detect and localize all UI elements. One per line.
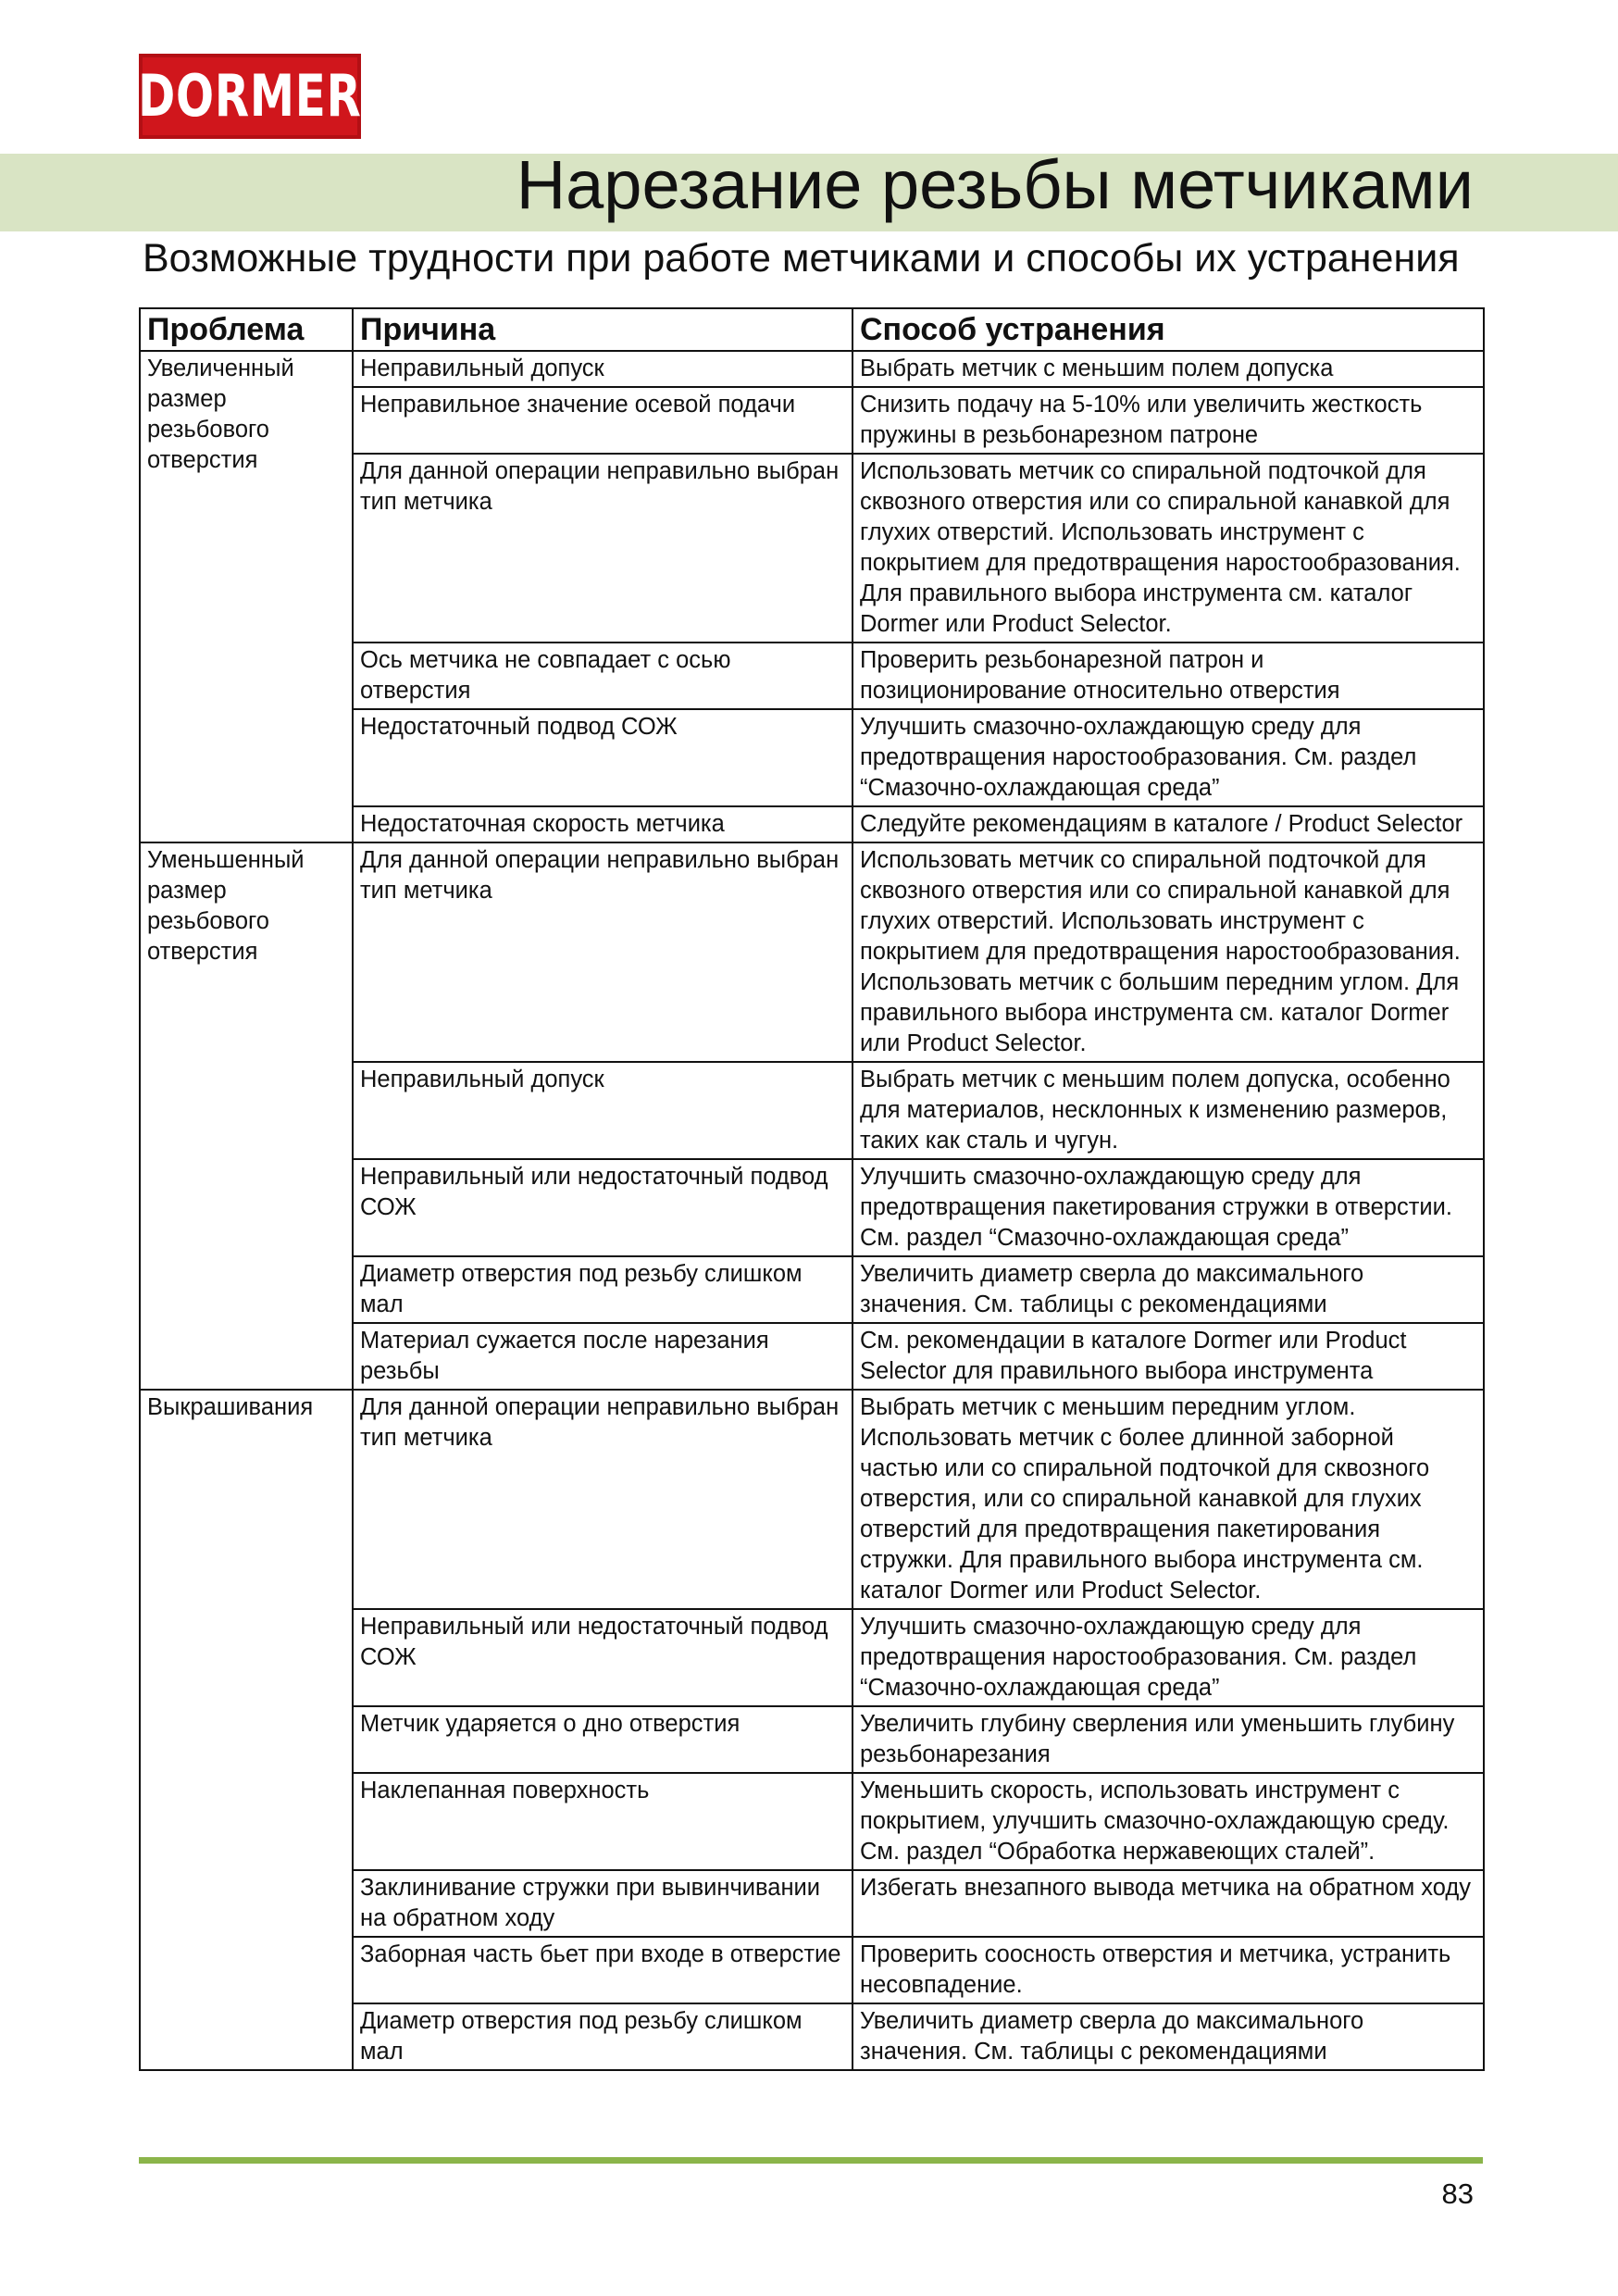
remedy-cell: Проверить резьбонарезной патрон и позиционирование относительно отверстия [853,643,1484,709]
remedy-cell: Улучшить смазочно-охлаждающую среду для предотвращения наростообразования. См. раздел “Смазочно-охлаждающая среда” [853,709,1484,806]
problem-cell: Увеличенный размер резьбового отверстия [140,351,353,842]
cause-cell: Диаметр отверстия под резьбу слишком мал [353,2003,853,2070]
remedy-cell: Выбрать метчик с меньшим передним углом. Использовать метчик с более длинной заборной частью или со спиральной подточкой для сквозного отверстия, или со спиральной канавкой для глухих отверстий для предотвращения пакетирования стружки. Для правильного выбора инструмента см. каталог Dormer или Product Selector. [853,1390,1484,1609]
remedy-cell: Увеличить диаметр сверла до максимального значения. См. таблицы с рекомендациями [853,2003,1484,2070]
page-number: 83 [1441,2177,1474,2210]
cause-cell: Метчик ударяется о дно отверстия [353,1706,853,1773]
cause-cell: Недостаточный подвод СОЖ [353,709,853,806]
cause-cell: Неправильный допуск [353,1062,853,1159]
cause-cell: Ось метчика не совпадает с осью отверстия [353,643,853,709]
remedy-cell: Увеличить глубину сверления или уменьшить глубину резьбонарезания [853,1706,1484,1773]
cause-cell: Неправильное значение осевой подачи [353,387,853,454]
remedy-cell: Улучшить смазочно-охлаждающую среду для предотвращения наростообразования. См. раздел “Смазочно-охлаждающая среда” [853,1609,1484,1706]
remedy-cell: См. рекомендации в каталоге Dormer или Product Selector для правильного выбора инструмента [853,1323,1484,1390]
header-problem: Проблема [140,308,353,351]
remedy-cell: Использовать метчик со спиральной подточкой для сквозного отверстия или со спиральной канавкой для глухих отверстий. Использовать инструмент с покрытием для предотвращения наростообразования. Использовать метчик с большим передним углом. Для правильного выбора инструмента см. каталог Dormer или Product Selector. [853,842,1484,1062]
table-row [140,842,1484,1062]
remedy-cell: Улучшить смазочно-охлаждающую среду для предотвращения пакетирования стружки в отверстии. См. раздел “Смазочно-охлаждающая среда” [853,1159,1484,1256]
cause-cell: Заклинивание стружки при вывинчивании на обратном ходу [353,1870,853,1937]
page-title: Нарезание резьбы метчиками [516,146,1474,223]
page-subtitle: Возможные трудности при работе метчиками и способы их устранения [143,236,1460,281]
header-remedy: Способ устранения [853,308,1484,351]
table-header-row [140,308,1484,351]
table-row [140,351,1484,387]
remedy-cell: Следуйте рекомендациям в каталоге / Product Selector [853,806,1484,842]
remedy-cell: Уменьшить скорость, использовать инструмент с покрытием, улучшить смазочно-охлаждающую среду. См. раздел “Обработка нержавеющих сталей”. [853,1773,1484,1870]
cause-cell: Неправильный или недостаточный подвод СОЖ [353,1609,853,1706]
cause-cell: Для данной операции неправильно выбран тип метчика [353,1390,853,1609]
table-row [140,1390,1484,1609]
problem-cell: Уменьшенный размер резьбового отверстия [140,842,353,1390]
table-body [140,351,1484,2070]
cause-cell: Неправильный допуск [353,351,853,387]
problem-cell: Выкрашивания [140,1390,353,2070]
remedy-cell: Избегать внезапного вывода метчика на обратном ходу [853,1870,1484,1937]
cause-cell: Наклепанная поверхность [353,1773,853,1870]
cause-cell: Для данной операции неправильно выбран тип метчика [353,454,853,643]
cause-cell: Для данной операции неправильно выбран тип метчика [353,842,853,1062]
remedy-cell: Выбрать метчик с меньшим полем допуска, особенно для материалов, несклонных к изменению размеров, таких как сталь и чугун. [853,1062,1484,1159]
remedy-cell: Снизить подачу на 5-10% или увеличить жесткость пружины в резьбонарезном патроне [853,387,1484,454]
troubleshooting-table-container [139,307,1483,2071]
cause-cell: Материал сужается после нарезания резьбы [353,1323,853,1390]
cause-cell: Неправильный или недостаточный подвод СОЖ [353,1159,853,1256]
footer-divider [139,2157,1483,2164]
logo-text: DORMER [138,62,362,130]
cause-cell: Недостаточная скорость метчика [353,806,853,842]
dormer-logo [139,54,361,139]
remedy-cell: Выбрать метчик с меньшим полем допуска [853,351,1484,387]
remedy-cell: Увеличить диаметр сверла до максимального значения. См. таблицы с рекомендациями [853,1256,1484,1323]
troubleshooting-table [139,307,1485,2071]
remedy-cell: Использовать метчик со спиральной подточкой для сквозного отверстия или со спиральной канавкой для глухих отверстий. Использовать инструмент с покрытием для предотвращения наростообразования. Для правильного выбора инструмента см. каталог Dormer или Product Selector. [853,454,1484,643]
cause-cell: Заборная часть бьет при входе в отверстие [353,1937,853,2003]
remedy-cell: Проверить соосность отверстия и метчика, устранить несовпадение. [853,1937,1484,2003]
cause-cell: Диаметр отверстия под резьбу слишком мал [353,1256,853,1323]
header-cause: Причина [353,308,853,351]
